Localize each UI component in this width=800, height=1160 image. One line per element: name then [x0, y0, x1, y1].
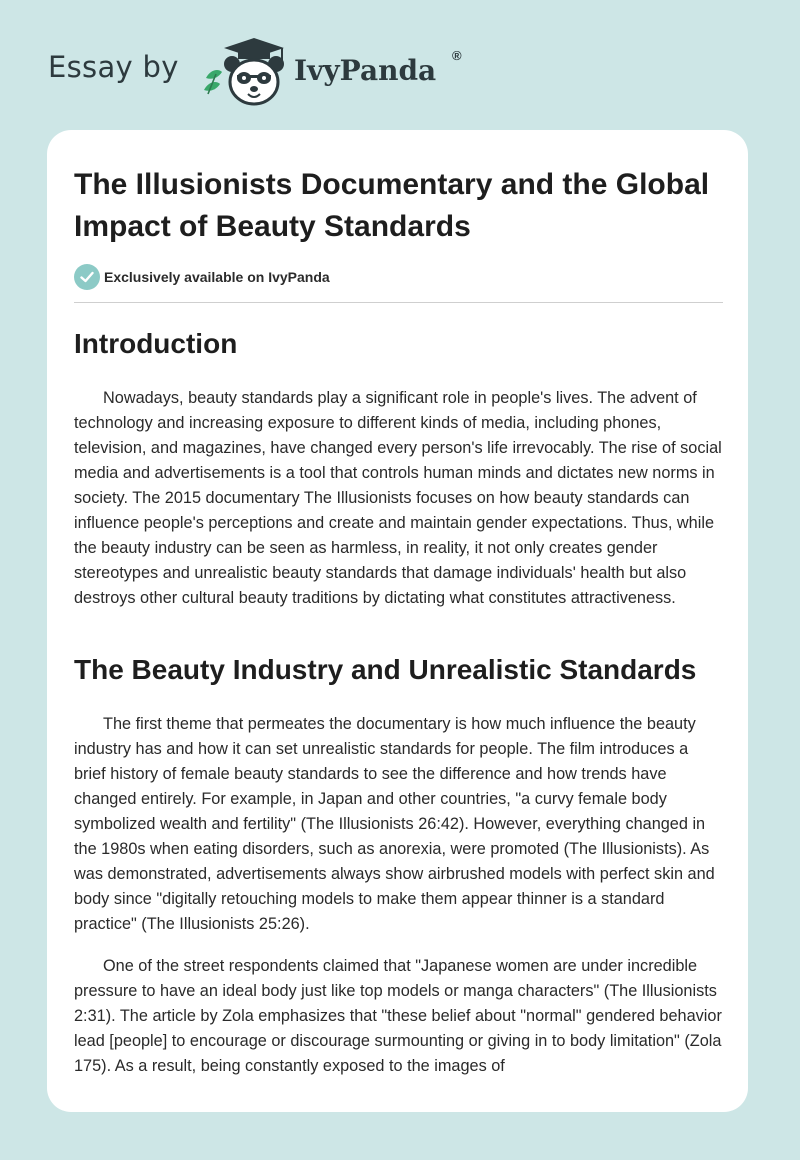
- paragraph: Nowadays, beauty standards play a significant role in people's lives. The advent of technology and increasing exposure to different kinds of media, including phones, television, and magazines, have changed every person's life irrevocably. The rise of social media and advertisements is a tool that controls human minds and dictates new norms in society. The 2015 documentary The Illusionists focuses on how beauty standards can influence people's perceptions and create and maintain gender expectations. Thus, while the beauty industry can be seen as harmless, in reality, it not only creates gender stereotypes and unrealistic beauty standards that damage individuals' health but also destroys other cultural beauty traditions by dictating what constitutes attractiveness.: [74, 389, 722, 607]
- check-icon: [74, 264, 100, 290]
- essay-title: The Illusionists Documentary and the Global Impact of Beauty Standards: [74, 168, 710, 243]
- paragraph: One of the street respondents claimed that "Japanese women are under incredible pressure to have an ideal body just like top models or manga characters" (The Illusionists 2:31). The article by Zola emphasizes that "these belief about "normal" gendered behavior lead [people] to encourage or discourage surmounting or giving in to body limitation" (Zola 175). As a result, being constantly exposed to the images of: [74, 957, 722, 1075]
- registered-mark: ®: [452, 48, 462, 63]
- exclusive-badge: [74, 264, 330, 290]
- leaf-icon: [204, 70, 222, 94]
- divider: [74, 302, 723, 303]
- essay-by-label: Essay by: [48, 50, 179, 84]
- badge-label: Exclusively available on IvyPanda: [104, 269, 330, 285]
- site-header: [48, 34, 568, 114]
- essay-card: [47, 130, 748, 1112]
- section-heading-beauty-industry: The Beauty Industry and Unrealistic Standards: [74, 654, 697, 685]
- section-heading-introduction: Introduction: [74, 328, 238, 359]
- brand-name[interactable]: IvyPanda: [294, 54, 437, 87]
- panda-logo-icon[interactable]: [202, 34, 292, 110]
- paragraph: The first theme that permeates the documentary is how much influence the beauty industry has and how it can set unrealistic standards for people. The film introduces a brief history of female beauty standards to see the difference and how trends have changed entirely. For example, in Japan and other countries, "a curvy female body symbolized wealth and fertility" (The Illusionists 26:42). However, everything changed in the 1980s when eating disorders, such as anorexia, were promoted (The Illusionists). As was demonstrated, advertisements always show airbrushed models with perfect skin and body since "digitally retouching models to make them appear thinner is a standard practice" (The Illusionists 25:26).: [74, 715, 715, 933]
